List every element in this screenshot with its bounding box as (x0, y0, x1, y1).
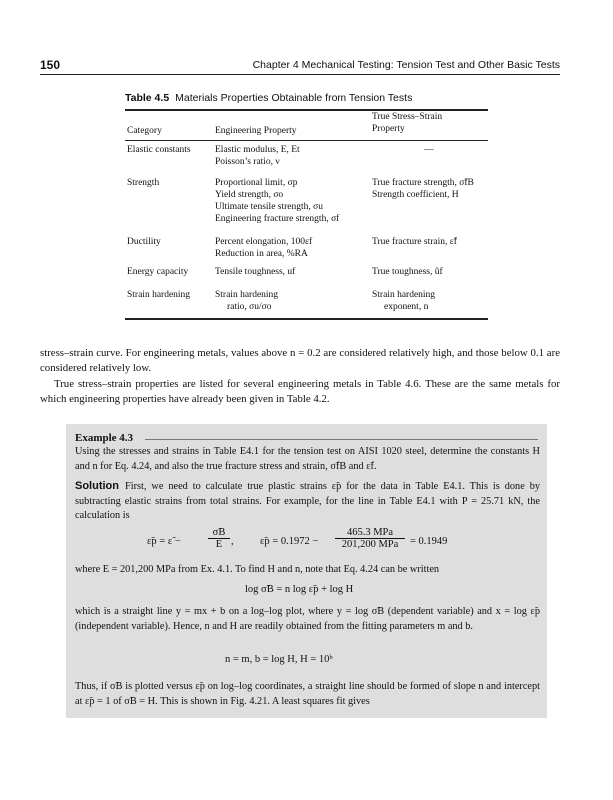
line-paragraph: which is a straight line y = mx + b on a log–log plot, where y = log σ̃B (dependent variable) and x = log ε̃p (independent variable). Hence, n and H are readily obtained from the fitting parameters m and b. (75, 606, 540, 632)
row-elastic-true-1: — (424, 145, 434, 155)
row-strength-eng-1: Proportional limit, σp (215, 178, 298, 188)
example-title: Example 4.3 (75, 432, 134, 444)
eq2-lhs: ε̃p = 0.1972 − (260, 536, 319, 547)
row-hardening-category: Strain hardening (127, 290, 191, 300)
col-header-true-2: Property (372, 124, 405, 134)
example-intro: Using the stresses and strains in Table E4.1 for the tension test on AISI 1020 steel, determine the constants H and n for Eq. 4.24, and also the true fracture stress and strain, σ̃fB and ε̃f. (75, 446, 540, 472)
chapter-title: Chapter 4 Mechanical Testing: Tension Test and Other Basic Tests (252, 59, 560, 71)
col-header-true-1: True Stress–Strain (372, 112, 443, 122)
final-paragraph: Thus, if σ̃B is plotted versus ε̃p on log–log coordinates, a straight line should be formed of slope n and intercept at ε̃p = 1 of σ̃B = H. This is shown in Fig. 4.21. A least squares fit gives (75, 681, 540, 707)
table-caption (125, 92, 412, 104)
row-strength-category: Strength (127, 178, 160, 188)
col-header-category: Category (127, 126, 162, 136)
row-hardening-true-1: Strain hardening (372, 290, 436, 300)
eq1-lhs: ε̃p = ε̃ − (147, 536, 181, 547)
eq1-denominator: E (215, 539, 223, 550)
row-ductility-category: Ductility (127, 237, 161, 247)
where-text: where E = 201,200 MPa from Ex. 4.1. To find H and n, note that Eq. 4.24 can be written (75, 564, 440, 575)
solution-text: First, we need to calculate true plastic strains ε̃p for the data in Table E4.1. This is done by subtracting elastic strains from total strains. For example, for the line in Table E4.1 with P = 25.71 kN, the calculation is (75, 481, 540, 521)
table-label: Table 4.5 (125, 92, 170, 104)
eq1-fraction (208, 527, 230, 550)
row-hardening-eng-1: Strain hardening (215, 290, 279, 300)
example-title-rule (145, 439, 538, 440)
page-number: 150 (40, 58, 61, 72)
row-hardening-true-2: exponent, n (384, 302, 429, 312)
table-header-rule (125, 140, 488, 141)
col-header-engineering: Engineering Property (215, 126, 297, 136)
eq2-fraction (335, 527, 405, 550)
row-elastic-eng-2: Poisson’s ratio, ν (215, 157, 280, 167)
body-paragraph-2: True stress–strain properties are listed for several engineering metals in Table 4.6. These are the same metals for which engineering properties have already been given in Table 4.2. (40, 378, 560, 405)
row-energy-category: Energy capacity (127, 267, 189, 277)
row-strength-eng-4: Engineering fracture strength, σf (215, 214, 340, 224)
table-bottom-rule (125, 318, 488, 320)
row-energy-true-1: True toughness, ũf (372, 267, 443, 277)
eq2-numerator: 465.3 MPa (335, 527, 405, 539)
body-paragraph-1: stress–strain curve. For engineering metals, values above n = 0.2 are considered relatively high, and those below 0.1 are considered relatively low. (40, 347, 560, 374)
row-energy-eng-1: Tensile toughness, uf (215, 267, 296, 277)
row-ductility-eng-1: Percent elongation, 100εf (215, 237, 313, 247)
running-header (40, 58, 560, 75)
eq2-rhs: = 0.1949 (410, 536, 448, 547)
eq1-comma: , (231, 536, 234, 547)
table-top-rule (125, 109, 488, 111)
row-elastic-eng-1: Elastic modulus, E, Et (215, 145, 300, 155)
row-strength-eng-3: Ultimate tensile strength, σu (215, 202, 324, 212)
row-elastic-category: Elastic constants (127, 145, 191, 155)
row-strength-eng-2: Yield strength, σo (215, 190, 284, 200)
eq-log: log σ̃B = n log ε̃p + log H (245, 584, 354, 595)
row-hardening-eng-2: ratio, σu/σo (227, 302, 272, 312)
row-ductility-true-1: True fracture strain, ε̃f (372, 237, 457, 247)
row-strength-true-2: Strength coefficient, H (372, 190, 459, 200)
table-title: Materials Properties Obtainable from Tension Tests (175, 92, 413, 104)
eq2-denominator: 201,200 MPa (341, 539, 399, 550)
eq-params: n = m, b = log H, H = 10ᵇ (225, 654, 333, 665)
eq1-numerator: σ̃B (208, 527, 230, 539)
solution-label: Solution (75, 480, 119, 492)
row-ductility-eng-2: Reduction in area, %RA (215, 249, 308, 259)
row-strength-true-1: True fracture strength, σ̃fB (372, 178, 474, 188)
solution-paragraph (75, 479, 540, 524)
